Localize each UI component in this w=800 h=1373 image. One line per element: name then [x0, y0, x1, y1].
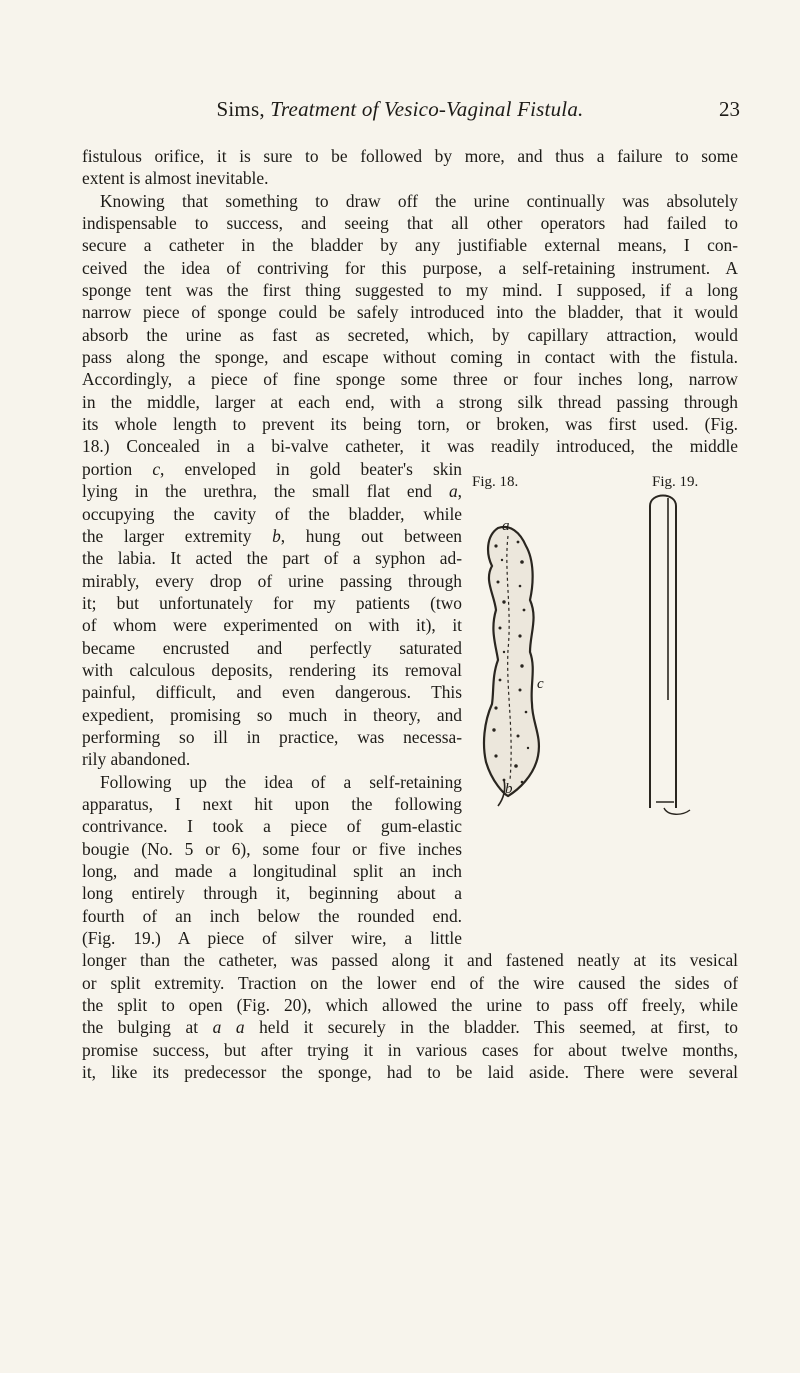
text-line: the labia. It acted the part of a syphon ad- — [82, 548, 462, 568]
text-line: pass along the sponge, and escape without coming in contact with the fistula. — [82, 347, 738, 367]
text-line: in the middle, larger at each end, with a strong silk thread passing through — [82, 392, 738, 412]
text-line: fistulous orifice, it is sure to be followed by more, and thus a failure to some — [82, 146, 738, 166]
text-line: contrivance. I took a piece of gum-elastic — [82, 816, 462, 836]
text-line: performing so ill in practice, was necessa- — [82, 727, 462, 747]
text-line: its whole length to prevent its being torn, or broken, was first used. (Fig. — [82, 414, 738, 434]
text-line: portion c, enveloped in gold beater's skin — [82, 459, 462, 479]
text-line: long entirely through it, beginning about a — [82, 883, 462, 903]
fig-19-label: Fig. 19. — [652, 474, 699, 490]
text-line: extent is almost inevitable. — [82, 168, 269, 188]
fig-18-letter-a: a — [502, 518, 510, 534]
text-line: became encrusted and perfectly saturated — [82, 638, 462, 658]
fig-18-letter-b: b — [505, 781, 513, 797]
text-line: it, like its predecessor the sponge, had to be laid aside. There were several — [82, 1062, 738, 1082]
text-line: painful, difficult, and even dangerous. This — [82, 682, 462, 702]
text-line: promise success, but after trying it in various cases for about twelve months, — [82, 1040, 738, 1060]
text-line: fourth of an inch below the rounded end. — [82, 906, 462, 926]
text-line: secure a catheter in the bladder by any justifiable external means, I con- — [82, 235, 738, 255]
header-author: Sims, — [216, 97, 265, 121]
fig-18-letter-c: c — [537, 676, 544, 692]
text-line: sponge tent was the first thing suggested to my mind. I supposed, if a long — [82, 280, 738, 300]
text-line: narrow piece of sponge could be safely introduced into the bladder, that it would — [82, 302, 738, 322]
text-line: ceived the idea of contriving for this purpose, a self-retaining instrument. A — [82, 258, 738, 278]
text-line: the larger extremity b, hung out between — [82, 526, 462, 546]
text-line: rily abandoned. — [82, 749, 191, 769]
text-line: bougie (No. 5 or 6), some four or five inches — [82, 839, 462, 859]
text-line: apparatus, I next hit upon the following — [82, 794, 462, 814]
figure-illustrations — [460, 490, 750, 820]
text-line: indispensable to success, and seeing that all other operators had failed to — [82, 213, 738, 233]
text-line: the split to open (Fig. 20), which allowed the urine to pass off freely, while — [82, 995, 738, 1015]
text-line: Knowing that something to draw off the urine continually was absolutely — [100, 191, 738, 211]
running-header — [0, 97, 800, 121]
text-line: (Fig. 19.) A piece of silver wire, a little — [82, 928, 462, 948]
text-line: longer than the catheter, was passed along it and fastened neatly at its vesical — [82, 950, 738, 970]
text-line: absorb the urine as fast as secreted, which, by capillary attraction, would — [82, 325, 738, 345]
text-line: occupying the cavity of the bladder, while — [82, 504, 462, 524]
fig-18-label: Fig. 18. — [472, 474, 519, 490]
header-title: Treatment of Vesico-Vaginal Fistula. — [270, 97, 584, 121]
text-line: expedient, promising so much in theory, and — [82, 705, 462, 725]
text-line: the bulging at a a held it securely in the bladder. This seemed, at first, to — [82, 1017, 738, 1037]
text-line: with calculous deposits, rendering its removal — [82, 660, 462, 680]
text-line: of whom were experimented on with it), it — [82, 615, 462, 635]
text-line: 18.) Concealed in a bi-valve catheter, it was readily introduced, the middle — [82, 436, 738, 456]
fig-18-sponge-illustration — [484, 527, 539, 806]
text-line: mirably, every drop of urine passing through — [82, 571, 462, 591]
page-number: 23 — [719, 97, 740, 121]
text-line: lying in the urethra, the small flat end a, — [82, 481, 462, 501]
fig-19-bougie-illustration — [650, 496, 690, 815]
text-line: long, and made a longitudinal split an inch — [82, 861, 462, 881]
text-line: Accordingly, a piece of fine sponge some three or four inches long, narrow — [82, 369, 738, 389]
text-line: or split extremity. Traction on the lower end of the wire caused the sides of — [82, 973, 738, 993]
text-line: Following up the idea of a self-retaining — [100, 772, 462, 792]
text-line: it; but unfortunately for my patients (two — [82, 593, 462, 613]
running-title — [0, 97, 800, 121]
